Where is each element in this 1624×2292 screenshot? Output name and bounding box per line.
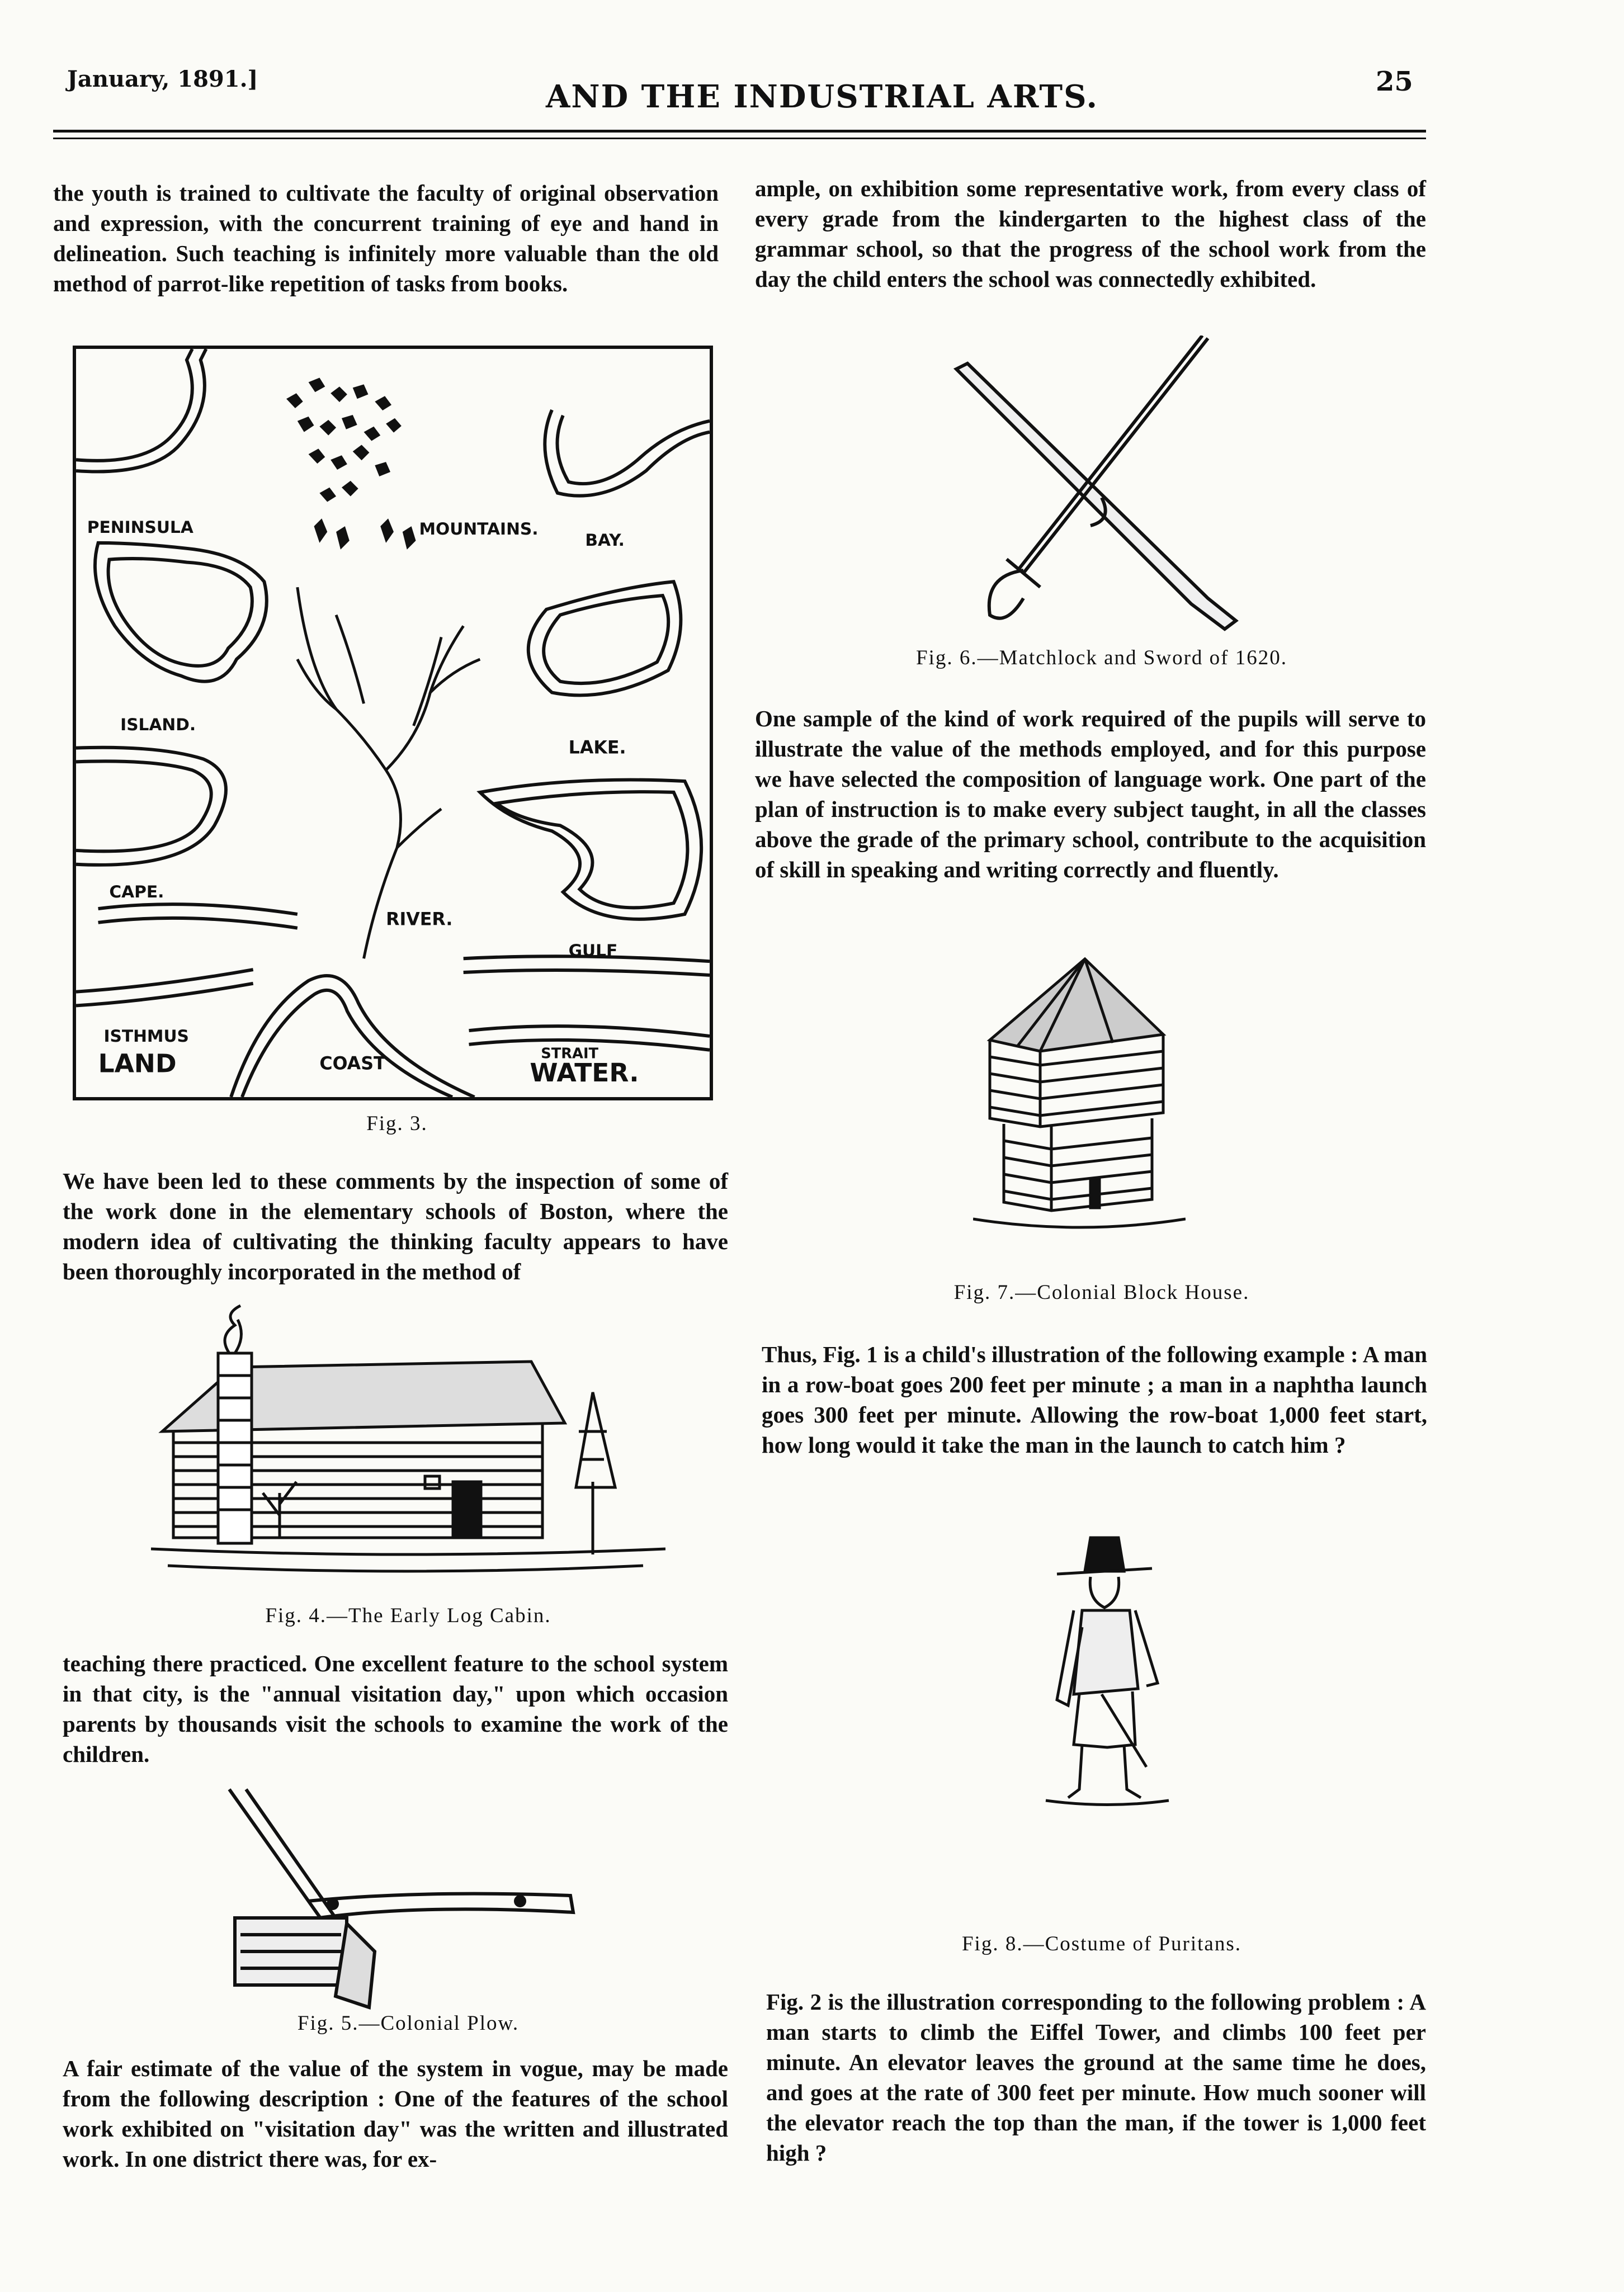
fig6-caption: Fig. 6.—Matchlock and Sword of 1620. bbox=[916, 646, 1287, 669]
figure-7-block-house bbox=[973, 956, 1186, 1236]
map-label-gulf: GULF bbox=[568, 941, 618, 961]
figure-4-log-cabin bbox=[151, 1303, 665, 1582]
fig8-caption: Fig. 8.—Costume of Puritans. bbox=[961, 1932, 1242, 1955]
fig7-caption: Fig. 7.—Colonial Block House. bbox=[953, 1281, 1250, 1304]
map-label-river: RIVER. bbox=[386, 909, 453, 930]
map-label-coast: COAST bbox=[319, 1053, 386, 1074]
map-label-bay: BAY. bbox=[585, 530, 625, 550]
fig5-caption: Fig. 5.—Colonial Plow. bbox=[297, 2012, 520, 2035]
map-label-cape: CAPE. bbox=[109, 882, 164, 902]
map-label-land: LAND bbox=[98, 1048, 177, 1079]
map-illustration bbox=[76, 349, 710, 1097]
paragraph-sample: One sample of the kind of work required of the pupils will serve to illustrate the value of the methods employed, and for this purpose we have selected the composition of language work. One part of the plan of instruction is to make every subject taught, in all the classes above the grade of the primary school, contribute to the acquisition of skill in speaking and writing correctly and fluently. bbox=[755, 706, 1426, 882]
map-label-strait: STRAIT bbox=[541, 1045, 599, 1062]
map-label-island: ISLAND. bbox=[120, 715, 196, 735]
matchlock-sword-illustration bbox=[945, 335, 1247, 637]
fig3-caption: Fig. 3. bbox=[366, 1112, 428, 1135]
header-rule-top bbox=[53, 130, 1426, 133]
figure-6-matchlock-sword bbox=[945, 335, 1247, 637]
paragraph-example: ample, on exhibition some representative work, from every class of every grade from the kindergarten to the highest class of the grammar school, so that the progress of the school work from the day the child enters the school was connectedly exhibited. bbox=[755, 176, 1426, 292]
figure-5-colonial-plow bbox=[224, 1784, 582, 2013]
paragraph-estimate: A fair estimate of the value of the system in vogue, may be made from the following description : One of the features of the school work exhibited on "visitation day" was the written and illustrated work. In one district there was, for ex- bbox=[63, 2055, 728, 2172]
map-label-isthmus: ISTHMUS bbox=[103, 1026, 189, 1046]
paragraph-intro: the youth is trained to cultivate the faculty of original observation and expression, with the concurrent training of eye and hand in delineation. Such teaching is infinitely more valuable than the old method of parrot-like repetition of tasks from books. bbox=[53, 180, 719, 296]
log-cabin-illustration bbox=[151, 1303, 665, 1582]
header-title: AND THE INDUSTRIAL ARTS. bbox=[545, 78, 1099, 115]
fig4-caption: Fig. 4.—The Early Log Cabin. bbox=[265, 1604, 551, 1627]
map-label-mountains: MOUNTAINS. bbox=[419, 519, 539, 540]
paragraph-fig1: Thus, Fig. 1 is a child's illustration of the following example : A man in a row-boat goes 200 feet per minute ; a man in a naphtha launch goes 300 feet per minute. Allowing the row-boat 1,000 feet start, how long would it take the man in the launch to catch him ? bbox=[762, 1341, 1427, 1458]
header-rule-bottom bbox=[53, 138, 1426, 139]
paragraph-fig2: Fig. 2 is the illustration corresponding to the following problem : A man starts to climb the Eiffel Tower, and climbs 100 feet per minute. An elevator leaves the ground at the same time he does, and goes at the rate of 300 feet per minute. How much sooner will the elevator reach the top than the man, if the tower is 1,000 feet high ? bbox=[766, 1989, 1426, 2166]
header-date: January, 1891.] bbox=[67, 66, 258, 92]
puritan-costume-illustration bbox=[1035, 1532, 1180, 1812]
block-house-illustration bbox=[973, 956, 1186, 1236]
paragraph-teaching: teaching there practiced. One excellent feature to the school system in that city, is the "annual visitation day," upon which occasion parents by thousands visit the schools to examine the work of the children. bbox=[63, 1651, 728, 1767]
figure-3-geography-map bbox=[73, 346, 713, 1100]
map-label-water: WATER. bbox=[530, 1058, 639, 1088]
paragraph-comments: We have been led to these comments by the inspection of some of the work done in the elementary schools of Boston, where the modern idea of cultivating the thinking faculty appears to have been thoroughly incorporated in the method of bbox=[63, 1168, 728, 1284]
page-number: 25 bbox=[1376, 66, 1413, 97]
map-label-lake: LAKE. bbox=[568, 738, 626, 758]
figure-8-puritan-costume bbox=[1035, 1532, 1180, 1812]
map-label-peninsula: PENINSULA bbox=[87, 518, 193, 538]
colonial-plow-illustration bbox=[224, 1784, 582, 2013]
